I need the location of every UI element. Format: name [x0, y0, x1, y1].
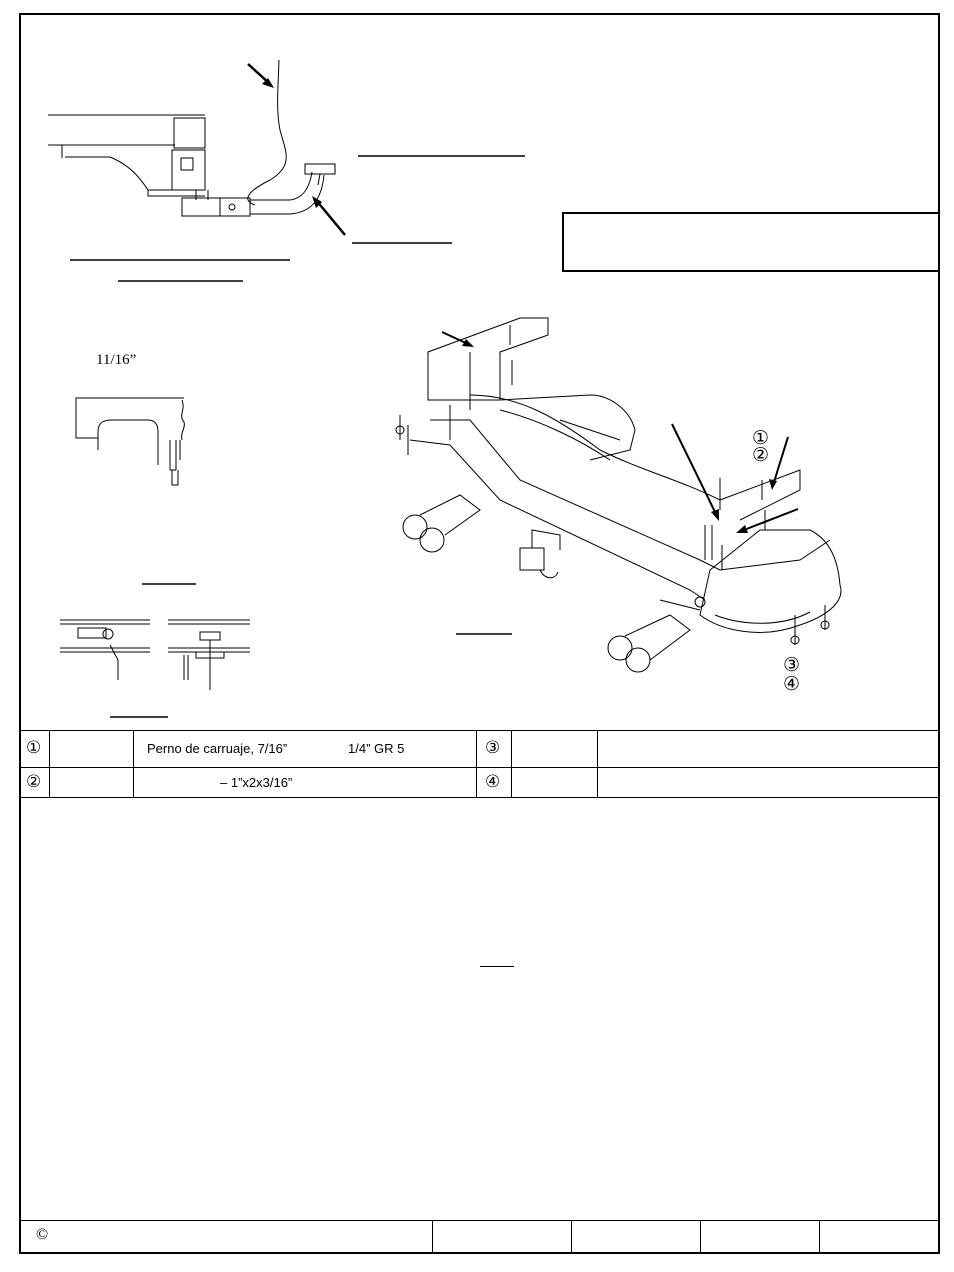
table-col-divider: [476, 730, 477, 797]
drill-size-label: 11/16”: [96, 352, 137, 368]
footer-top-border: [20, 1220, 939, 1221]
part-number: ④: [485, 772, 501, 792]
part-description: Perno de carruaje, 7/16”: [147, 741, 288, 756]
table-col-divider: [133, 730, 134, 797]
callout-2: ②: [752, 444, 770, 466]
part-description-grade: 1/4” GR 5: [348, 741, 405, 756]
table-row-divider: [20, 767, 939, 768]
part-number: ①: [26, 738, 42, 758]
table-top-border: [20, 730, 939, 731]
section-heading-underline: [480, 966, 514, 967]
part-number: ③: [485, 738, 501, 758]
callout-3: ③: [783, 654, 801, 676]
copyright-symbol: ©: [36, 1226, 49, 1243]
callout-1: ①: [752, 427, 770, 449]
table-col-divider: [49, 730, 50, 797]
callout-4: ④: [783, 673, 801, 695]
part-description: – 1”x2x3/16”: [220, 775, 293, 790]
table-bottom-border: [20, 797, 939, 798]
table-col-divider: [511, 730, 512, 797]
footer-col-divider: [700, 1220, 701, 1253]
footer-col-divider: [571, 1220, 572, 1253]
table-col-divider: [597, 730, 598, 797]
footer-col-divider: [819, 1220, 820, 1253]
part-number: ②: [26, 772, 42, 792]
footer-col-divider: [432, 1220, 433, 1253]
